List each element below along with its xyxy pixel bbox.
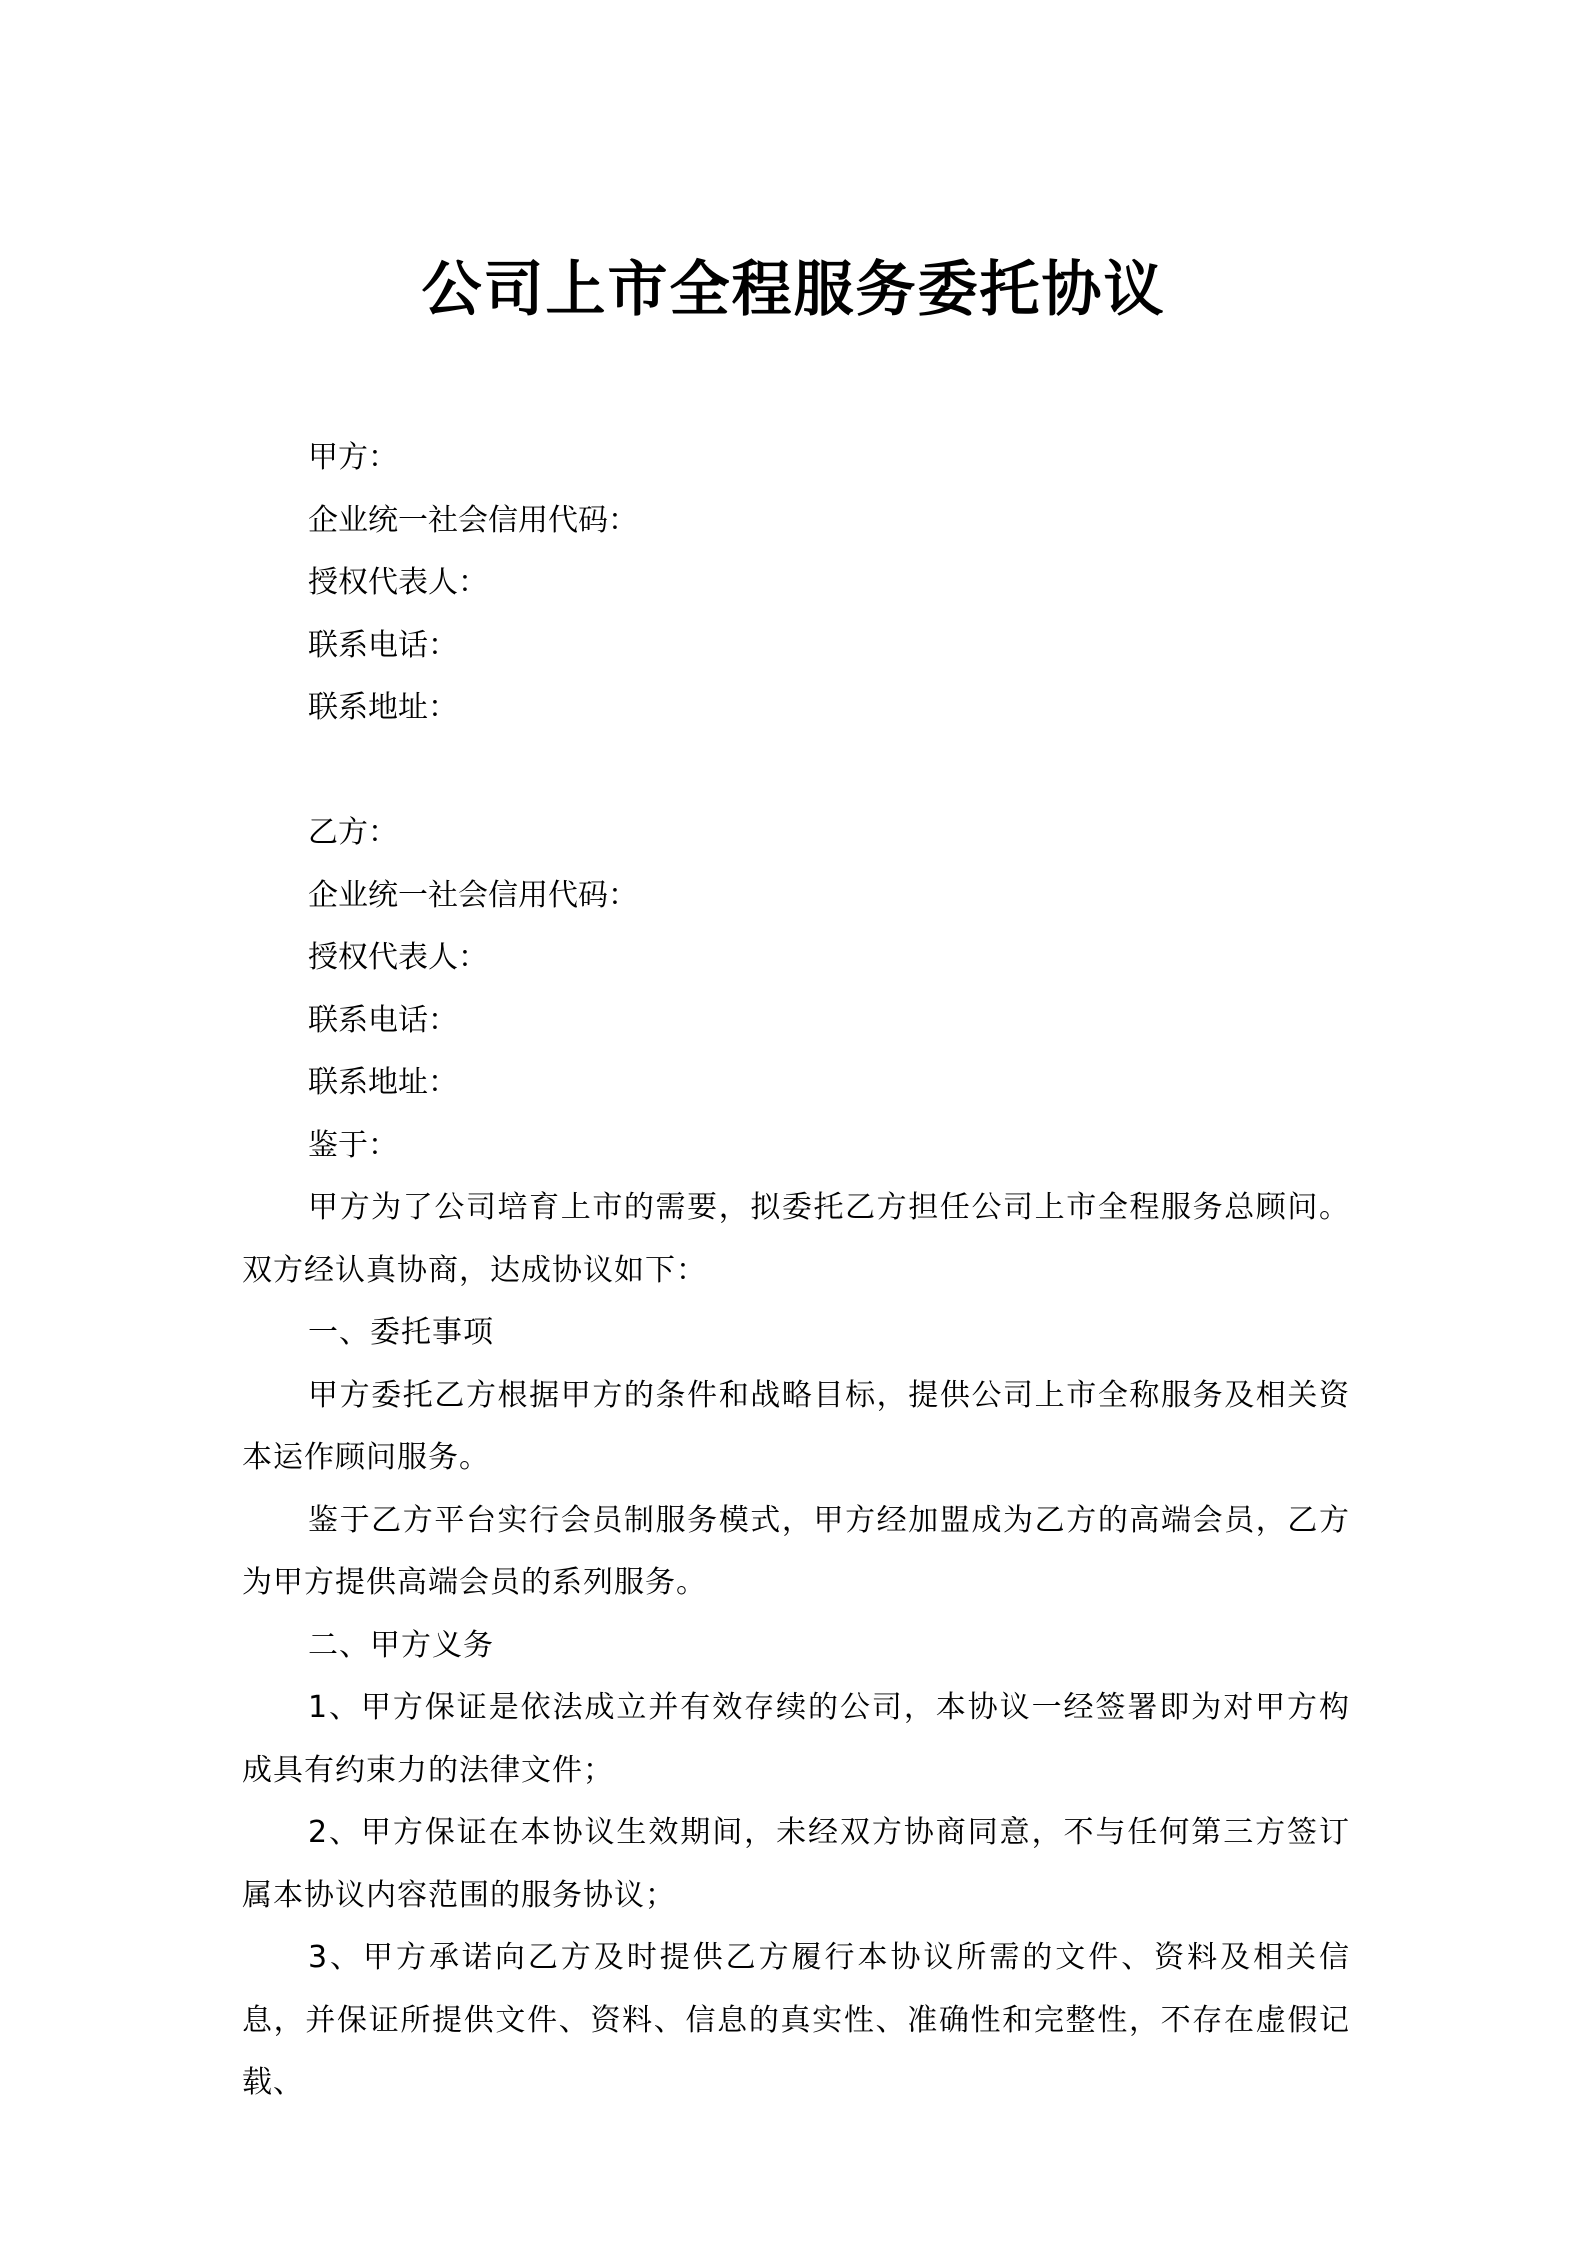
party-a-address: 联系地址：: [308, 690, 458, 725]
document-body: [242, 427, 1350, 2115]
section-heading-party-a-obligations: 二、甲方义务: [308, 1627, 494, 1663]
party-a-phone: 联系电话：: [308, 627, 458, 663]
party-b-phone: 联系电话：: [308, 1002, 458, 1038]
clause-3: 3、甲方承诺向乙方及时提供乙方履行本协议所需的文件、资料及相关信息，并保证所提供文件、资料、信息的真实性、准确性和完整性，不存在虚假记载、: [242, 1940, 1350, 2100]
party-b-label: 乙方：: [308, 815, 398, 850]
party-b-credit-code: 企业统一社会信用代码：: [308, 877, 638, 913]
party-b-representative: 授权代表人：: [308, 940, 488, 975]
paragraph-entrustment: 甲方委托乙方根据甲方的条件和战略目标，提供公司上市全称服务及相关资本运作顾问服务。: [242, 1377, 1350, 1475]
clause-2: 2、甲方保证在本协议生效期间，未经双方协商同意，不与任何第三方签订属本协议内容范围的服务协议；: [242, 1815, 1350, 1913]
party-a-label: 甲方：: [308, 440, 398, 475]
paragraph-membership: 鉴于乙方平台实行会员制服务模式，甲方经加盟成为乙方的高端会员，乙方为甲方提供高端会员的系列服务。: [242, 1502, 1350, 1600]
party-a-representative: 授权代表人：: [308, 565, 488, 600]
party-b-address: 联系地址：: [308, 1065, 458, 1100]
party-a-credit-code: 企业统一社会信用代码：: [308, 502, 638, 538]
spacer: [242, 740, 1350, 803]
party-b-section: [242, 802, 1350, 1115]
party-a-section: [242, 427, 1350, 740]
paragraph-purpose: 甲方为了公司培育上市的需要，拟委托乙方担任公司上市全程服务总顾问。双方经认真协商，达成协议如下：: [242, 1190, 1350, 1288]
clause-1: 1、甲方保证是依法成立并有效存续的公司，本协议一经签署即为对甲方构成具有约束力的法律文件；: [242, 1690, 1350, 1788]
whereas-heading: 鉴于：: [308, 1127, 398, 1163]
document-title: 公司上市全程服务委托协议: [421, 255, 1166, 325]
section-heading-entrustment: 一、委托事项: [308, 1315, 494, 1350]
